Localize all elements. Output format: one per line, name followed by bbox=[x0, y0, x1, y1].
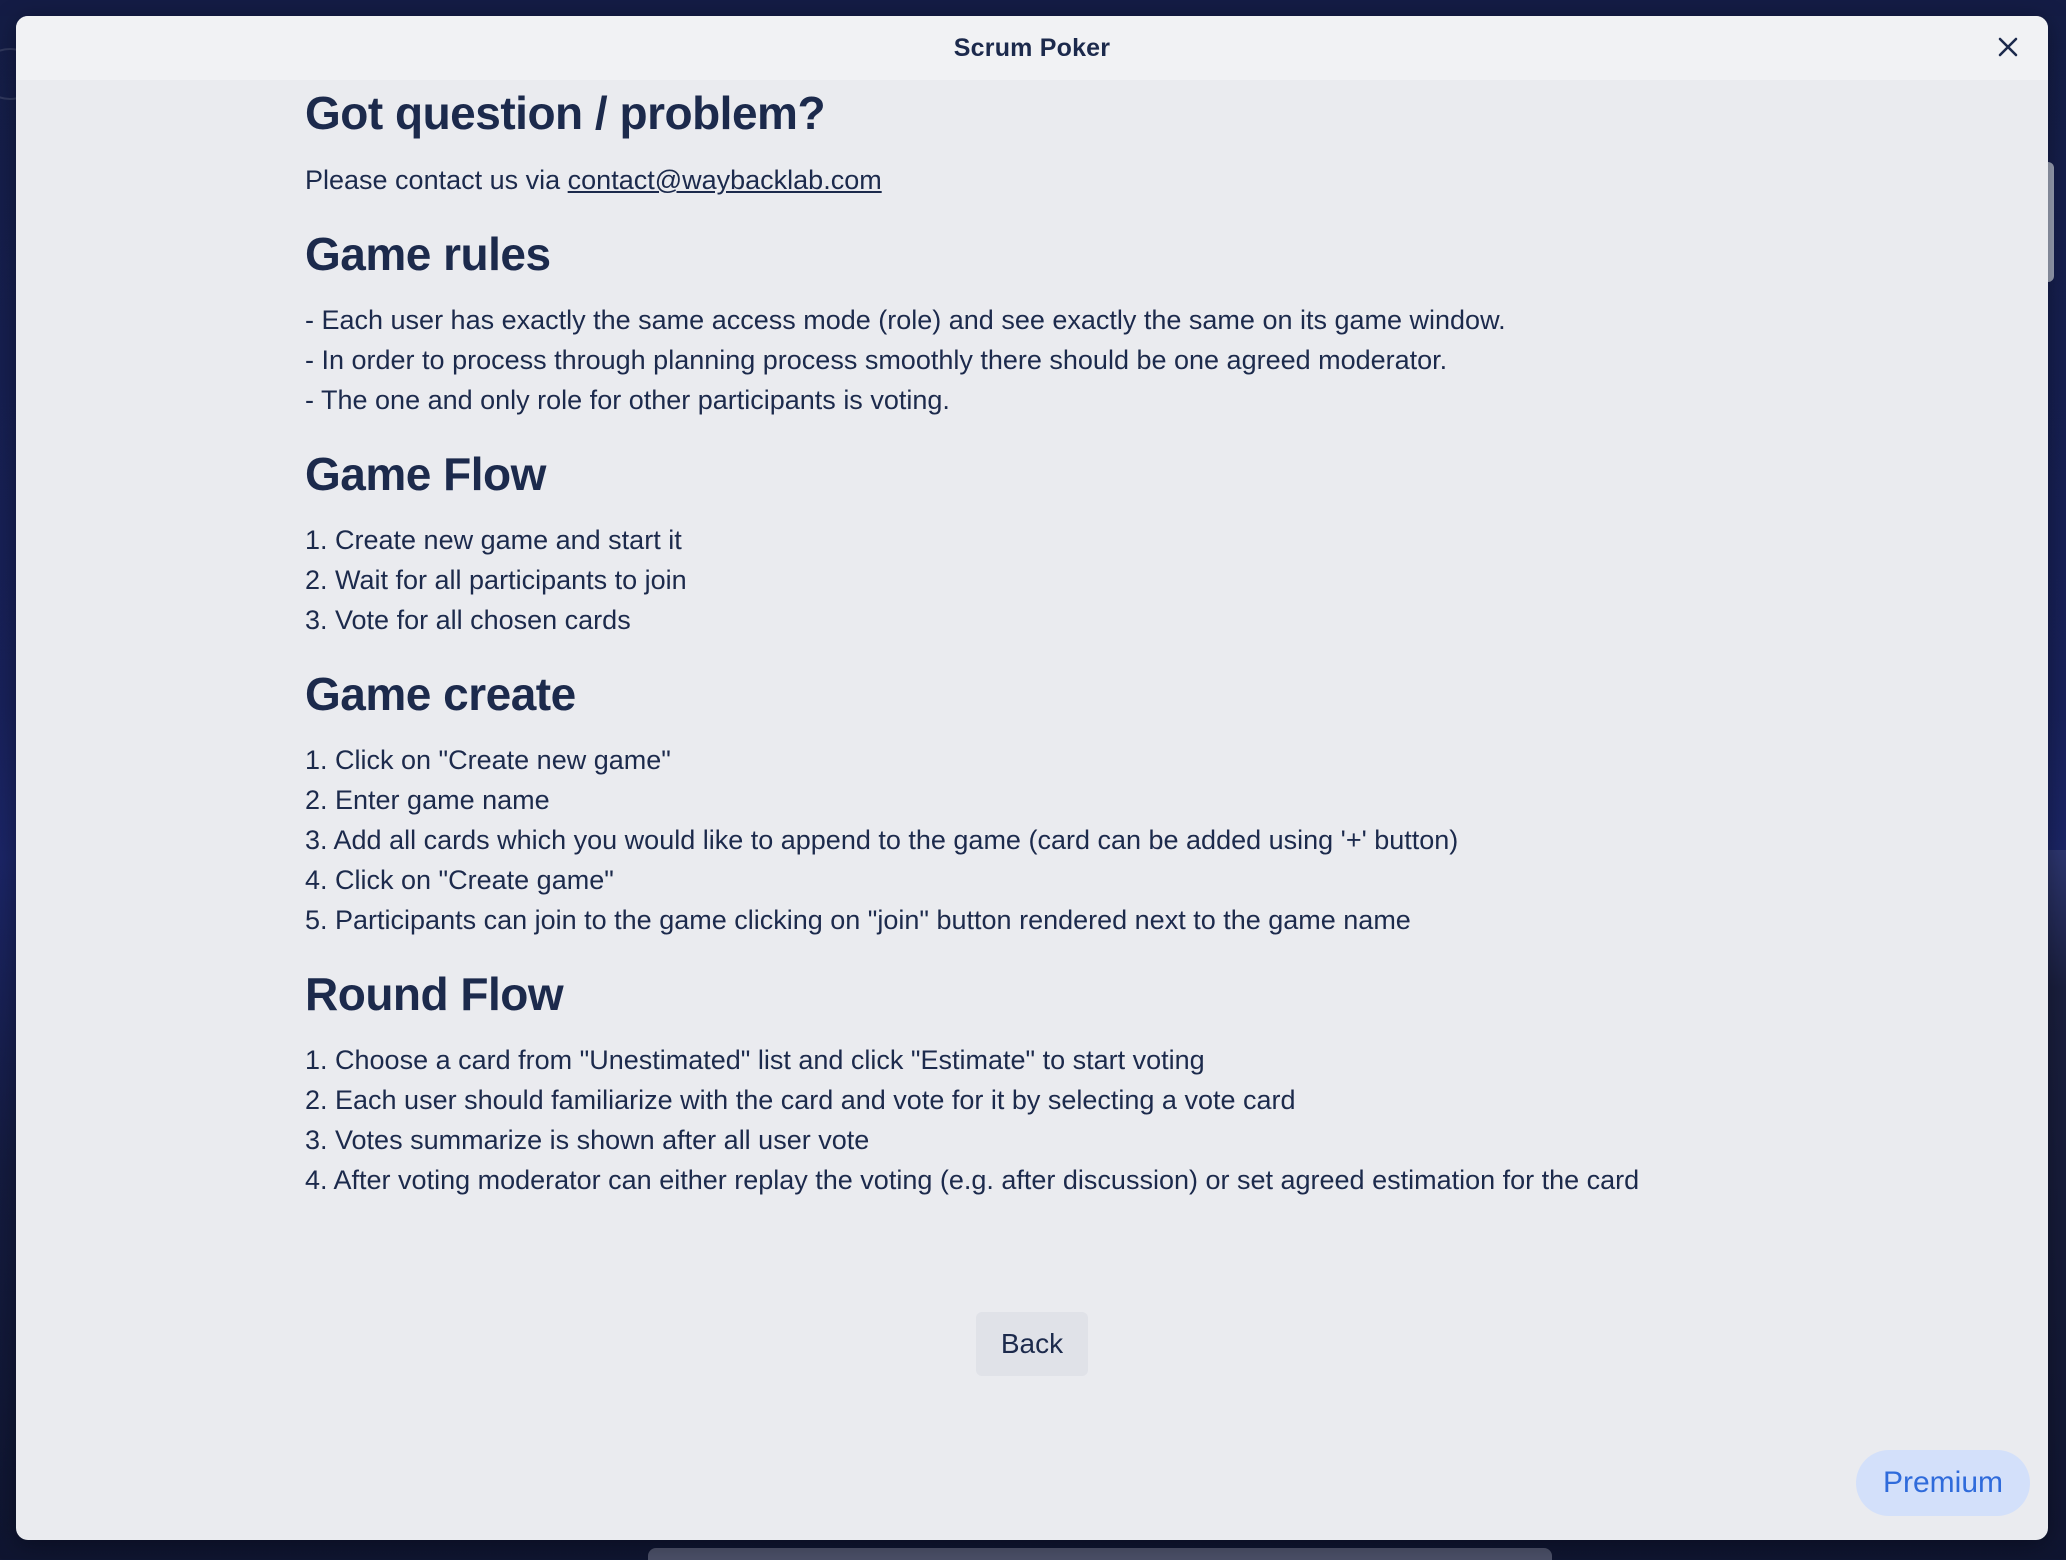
round-flow-heading: Round Flow bbox=[305, 968, 564, 1020]
background-landscape bbox=[2048, 850, 2066, 1540]
list-item: 4. Click on "Create game" bbox=[305, 865, 614, 895]
help-modal bbox=[16, 16, 2048, 1540]
modal-title: Scrum Poker bbox=[953, 33, 1111, 62]
modal-header bbox=[16, 16, 2048, 80]
game-create-list bbox=[305, 740, 1458, 940]
game-create-heading: Game create bbox=[305, 668, 576, 720]
premium-button[interactable]: Premium bbox=[1856, 1450, 2030, 1516]
list-item: 1. Create new game and start it bbox=[305, 525, 682, 555]
list-item: 2. Wait for all participants to join bbox=[305, 565, 687, 595]
list-item: - Each user has exactly the same access mode (role) and see exactly the same on its game window. bbox=[305, 305, 1506, 335]
contact-paragraph bbox=[305, 160, 882, 200]
list-item: - The one and only role for other participants is voting. bbox=[305, 385, 950, 415]
list-item: 5. Participants can join to the game clicking on "join" button rendered next to the game name bbox=[305, 905, 1411, 935]
list-item: 3. Add all cards which you would like to append to the game (card can be added using '+' button) bbox=[305, 825, 1459, 855]
contact-email-link[interactable]: contact@waybacklab.com bbox=[567, 165, 882, 195]
list-item: 3. Votes summarize is shown after all user vote bbox=[305, 1125, 870, 1155]
game-flow-heading: Game Flow bbox=[305, 448, 546, 500]
list-item: 4. After voting moderator can either replay the voting (e.g. after discussion) or set agreed estimation for the card bbox=[305, 1165, 1640, 1195]
game-rules-heading: Game rules bbox=[305, 228, 551, 280]
list-item: - In order to process through planning process smoothly there should be one agreed moderator. bbox=[305, 345, 1448, 375]
round-flow-list bbox=[305, 1040, 1639, 1200]
background-bottom-bar bbox=[648, 1548, 1552, 1560]
list-item: 2. Each user should familiarize with the card and vote for it by selecting a vote card bbox=[305, 1085, 1296, 1115]
game-rules-list bbox=[305, 300, 1506, 420]
contact-heading: Got question / problem? bbox=[305, 87, 826, 139]
list-item: 3. Vote for all chosen cards bbox=[305, 605, 631, 635]
list-item: 1. Click on "Create new game" bbox=[305, 745, 671, 775]
background-top-bar bbox=[0, 0, 2066, 16]
close-icon bbox=[1996, 35, 2020, 62]
close-button[interactable] bbox=[1992, 32, 2024, 64]
list-item: 1. Choose a card from "Unestimated" list and click "Estimate" to start voting bbox=[305, 1045, 1205, 1075]
background-panel-edge bbox=[2048, 162, 2054, 282]
contact-text: Please contact us via bbox=[305, 165, 568, 195]
back-button[interactable]: Back bbox=[976, 1312, 1088, 1376]
list-item: 2. Enter game name bbox=[305, 785, 550, 815]
game-flow-list bbox=[305, 520, 687, 640]
